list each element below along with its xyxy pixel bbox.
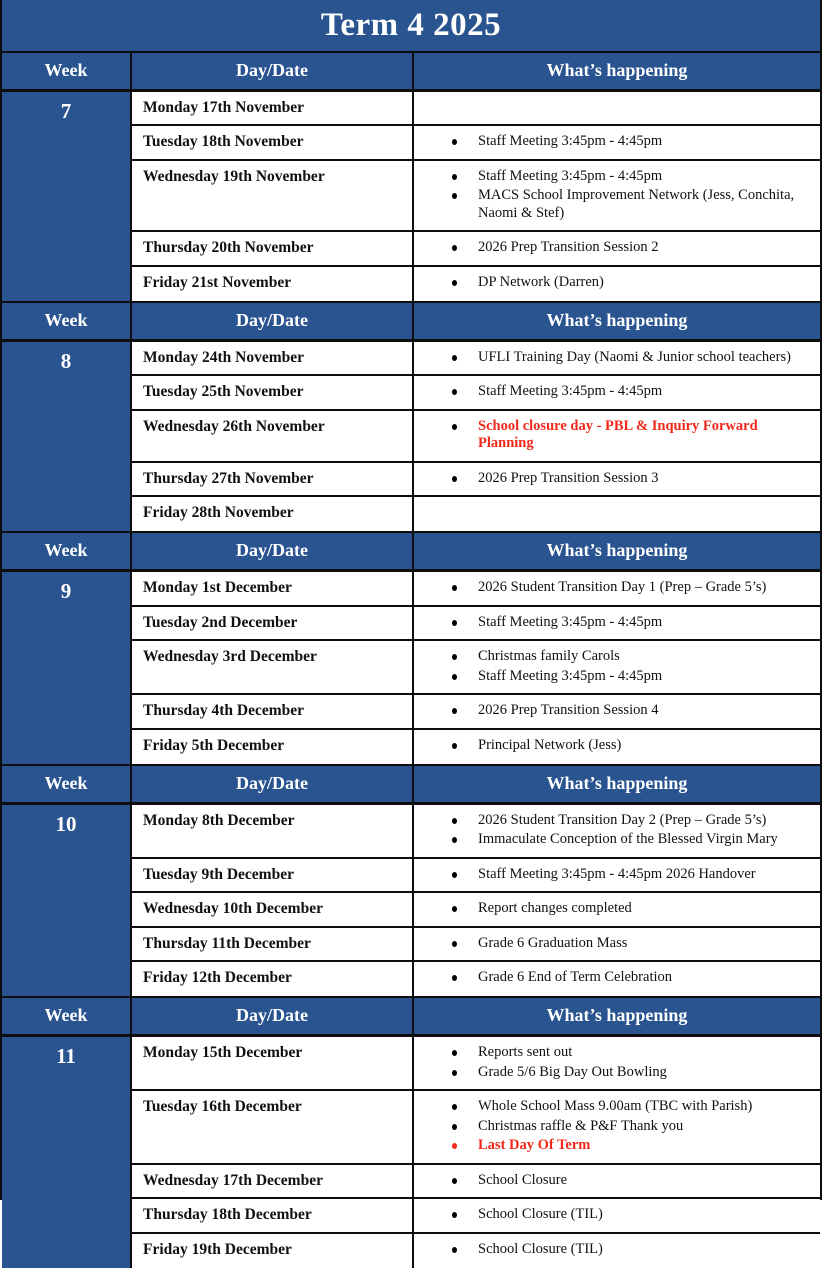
events-cell	[414, 928, 820, 961]
event-item	[414, 133, 810, 151]
day-row	[132, 126, 820, 161]
event-text: Christmas raffle & P&F Thank you	[478, 1117, 684, 1134]
event-text: Principal Network (Jess)	[478, 736, 622, 753]
bullet-icon	[452, 1247, 457, 1253]
column-header-row	[2, 53, 820, 92]
bullet-icon	[452, 1124, 457, 1130]
day-row	[132, 962, 820, 996]
event-item	[414, 648, 810, 666]
column-header-whats-happening: What’s happening	[546, 540, 688, 560]
week-body	[2, 805, 820, 997]
bullet-icon	[452, 174, 457, 180]
events-cell	[414, 126, 820, 159]
bullet-icon	[452, 1104, 457, 1110]
day-date-cell: Tuesday 9th December	[132, 859, 414, 892]
day-date-cell: Tuesday 25th November	[132, 376, 414, 409]
week-number: 11	[56, 1044, 76, 1068]
event-item	[414, 935, 810, 953]
day-date-cell: Wednesday 3rd December	[132, 641, 414, 693]
day-rows	[132, 805, 820, 997]
week-number-cell	[2, 805, 132, 997]
day-date-cell: Monday 8th December	[132, 805, 414, 857]
bullet-icon	[452, 355, 457, 361]
event-text: Whole School Mass 9.00am (TBC with Parish)	[478, 1098, 753, 1114]
day-date-cell: Tuesday 2nd December	[132, 607, 414, 640]
event-text: Staff Meeting 3:45pm - 4:45pm 2026 Handover	[478, 865, 756, 882]
day-row	[132, 695, 820, 730]
week-body	[2, 1037, 820, 1268]
event-item	[414, 614, 810, 632]
event-item	[414, 383, 810, 401]
day-date-cell: Friday 5th December	[132, 730, 414, 764]
event-item	[414, 187, 810, 222]
column-header-week: Week	[2, 53, 132, 89]
week-number: 9	[60, 579, 72, 603]
day-date-cell: Thursday 4th December	[132, 695, 414, 728]
bullet-icon	[452, 1070, 457, 1076]
bullet-icon	[452, 708, 457, 714]
week-body	[2, 92, 820, 301]
week-number-cell	[2, 342, 132, 532]
event-item	[414, 239, 810, 257]
day-row	[132, 1199, 820, 1234]
events-cell	[414, 1037, 820, 1089]
event-text: Grade 6 End of Term Celebration	[478, 969, 673, 985]
events-cell	[414, 376, 820, 409]
day-rows	[132, 342, 820, 532]
day-row	[132, 411, 820, 463]
bullet-icon	[452, 1050, 457, 1056]
event-item	[414, 579, 810, 597]
event-item	[414, 1172, 810, 1190]
day-date-cell: Tuesday 16th December	[132, 1091, 414, 1163]
week-section	[2, 53, 820, 301]
event-text: Last Day Of Term	[478, 1137, 591, 1153]
day-rows	[132, 1037, 820, 1268]
column-header-day-date: Day/Date	[132, 533, 414, 569]
bullet-icon	[452, 818, 457, 824]
column-header-day-date: Day/Date	[132, 998, 414, 1034]
events-cell	[414, 962, 820, 996]
day-date-cell: Wednesday 26th November	[132, 411, 414, 461]
bullet-icon	[452, 975, 457, 981]
column-header-day-date: Day/Date	[132, 303, 414, 339]
event-text: Grade 6 Graduation Mass	[478, 934, 628, 951]
events-cell	[414, 411, 820, 461]
day-row	[132, 342, 820, 377]
events-cell	[414, 232, 820, 265]
column-header-week: Week	[2, 766, 132, 802]
day-date-cell: Friday 19th December	[132, 1234, 414, 1268]
day-row	[132, 1091, 820, 1165]
day-date-cell: Monday 15th December	[132, 1037, 414, 1089]
event-item	[414, 1137, 810, 1155]
day-date-cell: Thursday 11th December	[132, 928, 414, 961]
column-header-row	[2, 996, 820, 1037]
event-item	[414, 831, 810, 849]
bullet-icon	[452, 941, 457, 947]
event-text: Report changes completed	[478, 900, 632, 916]
column-header-day-date: Day/Date	[132, 53, 414, 89]
event-text: Staff Meeting 3:45pm - 4:45pm	[478, 667, 663, 684]
events-cell	[414, 161, 820, 231]
column-header-day-date: Day/Date	[132, 766, 414, 802]
week-number-cell	[2, 1037, 132, 1268]
day-row	[132, 572, 820, 607]
event-text: Staff Meeting 3:45pm - 4:45pm	[478, 167, 663, 184]
week-number-cell	[2, 572, 132, 764]
events-cell	[414, 1199, 820, 1232]
day-rows	[132, 92, 820, 301]
event-text: Staff Meeting 3:45pm - 4:45pm	[478, 383, 663, 399]
day-row	[132, 463, 820, 498]
day-date-cell: Monday 17th November	[132, 92, 414, 124]
week-section	[2, 764, 820, 997]
event-item	[414, 702, 810, 720]
event-item	[414, 866, 810, 884]
event-item	[414, 470, 810, 488]
week-number: 10	[55, 811, 77, 836]
events-cell	[414, 497, 820, 531]
bullet-icon	[452, 245, 457, 251]
day-row	[132, 893, 820, 928]
events-cell	[414, 1091, 820, 1163]
event-item	[414, 349, 810, 367]
day-row	[132, 1234, 820, 1268]
day-row	[132, 161, 820, 233]
event-text: Grade 5/6 Big Day Out Bowling	[478, 1063, 667, 1080]
bullet-icon	[452, 139, 457, 145]
events-cell	[414, 893, 820, 926]
bullet-icon	[452, 654, 457, 660]
column-header-whats-happening: What’s happening	[546, 1005, 688, 1025]
day-row	[132, 497, 820, 531]
day-row	[132, 376, 820, 411]
event-text: UFLI Training Day (Naomi & Junior school teachers)	[478, 348, 791, 365]
column-header-week: Week	[2, 998, 132, 1034]
events-cell	[414, 805, 820, 857]
day-row	[132, 232, 820, 267]
event-item	[414, 737, 810, 755]
day-row	[132, 92, 820, 126]
event-item	[414, 1044, 810, 1062]
day-date-cell: Thursday 27th November	[132, 463, 414, 496]
week-section	[2, 531, 820, 764]
bullet-icon	[452, 389, 457, 395]
bullet-icon	[452, 585, 457, 591]
day-date-cell: Thursday 20th November	[132, 232, 414, 265]
day-date-cell: Wednesday 10th December	[132, 893, 414, 926]
events-cell	[414, 859, 820, 892]
day-date-cell: Friday 21st November	[132, 267, 414, 301]
events-cell	[414, 267, 820, 301]
event-item	[414, 1098, 810, 1116]
day-row	[132, 928, 820, 963]
events-cell	[414, 342, 820, 375]
week-number-cell	[2, 92, 132, 301]
events-cell	[414, 730, 820, 764]
day-date-cell: Wednesday 19th November	[132, 161, 414, 231]
bullet-icon	[452, 837, 457, 843]
event-text: School Closure (TIL)	[478, 1206, 603, 1222]
day-date-cell: Friday 12th December	[132, 962, 414, 996]
bullet-icon	[452, 743, 457, 749]
column-header-row	[2, 301, 820, 342]
event-item	[414, 900, 810, 918]
day-date-cell: Monday 1st December	[132, 572, 414, 605]
column-header-whats-happening: What’s happening	[546, 60, 688, 80]
day-row	[132, 1165, 820, 1200]
event-text: Immaculate Conception of the Blessed Virgin Mary	[478, 831, 778, 847]
week-section	[2, 996, 820, 1268]
events-cell	[414, 92, 820, 124]
day-rows	[132, 572, 820, 764]
event-item	[414, 1064, 810, 1082]
day-row	[132, 859, 820, 894]
event-text: Christmas family Carols	[478, 648, 620, 664]
week-section	[2, 301, 820, 532]
week-body	[2, 572, 820, 764]
event-text: MACS School Improvement Network (Jess, Conchita, Naomi & Stef)	[478, 187, 795, 221]
column-header-row	[2, 764, 820, 805]
day-date-cell: Friday 28th November	[132, 497, 414, 531]
event-text: Staff Meeting 3:45pm - 4:45pm	[478, 613, 663, 630]
event-text: Reports sent out	[478, 1044, 573, 1060]
event-text: School closure day - PBL & Inquiry Forward Planning	[478, 417, 758, 451]
column-header-week: Week	[2, 533, 132, 569]
event-item	[414, 1241, 810, 1259]
events-cell	[414, 607, 820, 640]
event-item	[414, 418, 810, 453]
bullet-icon	[452, 1178, 457, 1184]
event-text: School Closure	[478, 1171, 568, 1188]
bullet-icon	[452, 872, 457, 878]
events-cell	[414, 1234, 820, 1268]
event-text: 2026 Student Transition Day 2 (Prep – Grade 5’s)	[478, 811, 767, 828]
bullet-icon	[452, 906, 457, 912]
event-text: 2026 Prep Transition Session 4	[478, 702, 659, 718]
events-cell	[414, 695, 820, 728]
bullet-icon	[452, 674, 457, 680]
day-date-cell: Monday 24th November	[132, 342, 414, 375]
bullet-icon	[452, 193, 457, 199]
bullet-icon	[452, 476, 457, 482]
week-body	[2, 342, 820, 532]
event-item	[414, 668, 810, 686]
day-row	[132, 267, 820, 301]
day-row	[132, 730, 820, 764]
event-item	[414, 812, 810, 830]
event-item	[414, 274, 810, 292]
event-text: School Closure (TIL)	[478, 1240, 603, 1257]
events-cell	[414, 641, 820, 693]
event-item	[414, 168, 810, 186]
day-row	[132, 607, 820, 642]
page-title: Term 4 2025	[2, 0, 820, 53]
event-item	[414, 969, 810, 987]
day-row	[132, 641, 820, 695]
column-header-whats-happening: What’s happening	[546, 772, 688, 793]
bullet-icon	[452, 1143, 457, 1149]
bullet-icon	[452, 1212, 457, 1218]
day-date-cell: Wednesday 17th December	[132, 1165, 414, 1198]
event-text: Staff Meeting 3:45pm - 4:45pm	[478, 133, 663, 149]
event-text: 2026 Prep Transition Session 3	[478, 469, 659, 486]
day-date-cell: Thursday 18th December	[132, 1199, 414, 1232]
weeks-container	[2, 53, 820, 1268]
events-cell	[414, 572, 820, 605]
event-item	[414, 1206, 810, 1224]
day-row	[132, 1037, 820, 1091]
week-number: 7	[60, 99, 72, 123]
events-cell	[414, 463, 820, 496]
bullet-icon	[452, 424, 457, 430]
day-date-cell: Tuesday 18th November	[132, 126, 414, 159]
bullet-icon	[452, 620, 457, 626]
events-cell	[414, 1165, 820, 1198]
column-header-row	[2, 531, 820, 572]
day-row	[132, 805, 820, 859]
bullet-icon	[452, 280, 457, 286]
event-item	[414, 1118, 810, 1136]
column-header-week: Week	[2, 303, 132, 339]
event-text: 2026 Prep Transition Session 2	[478, 239, 659, 255]
event-text: 2026 Student Transition Day 1 (Prep – Grade 5’s)	[478, 579, 767, 595]
event-text: DP Network (Darren)	[478, 273, 604, 290]
week-number: 8	[60, 348, 72, 373]
column-header-whats-happening: What’s happening	[546, 309, 688, 330]
